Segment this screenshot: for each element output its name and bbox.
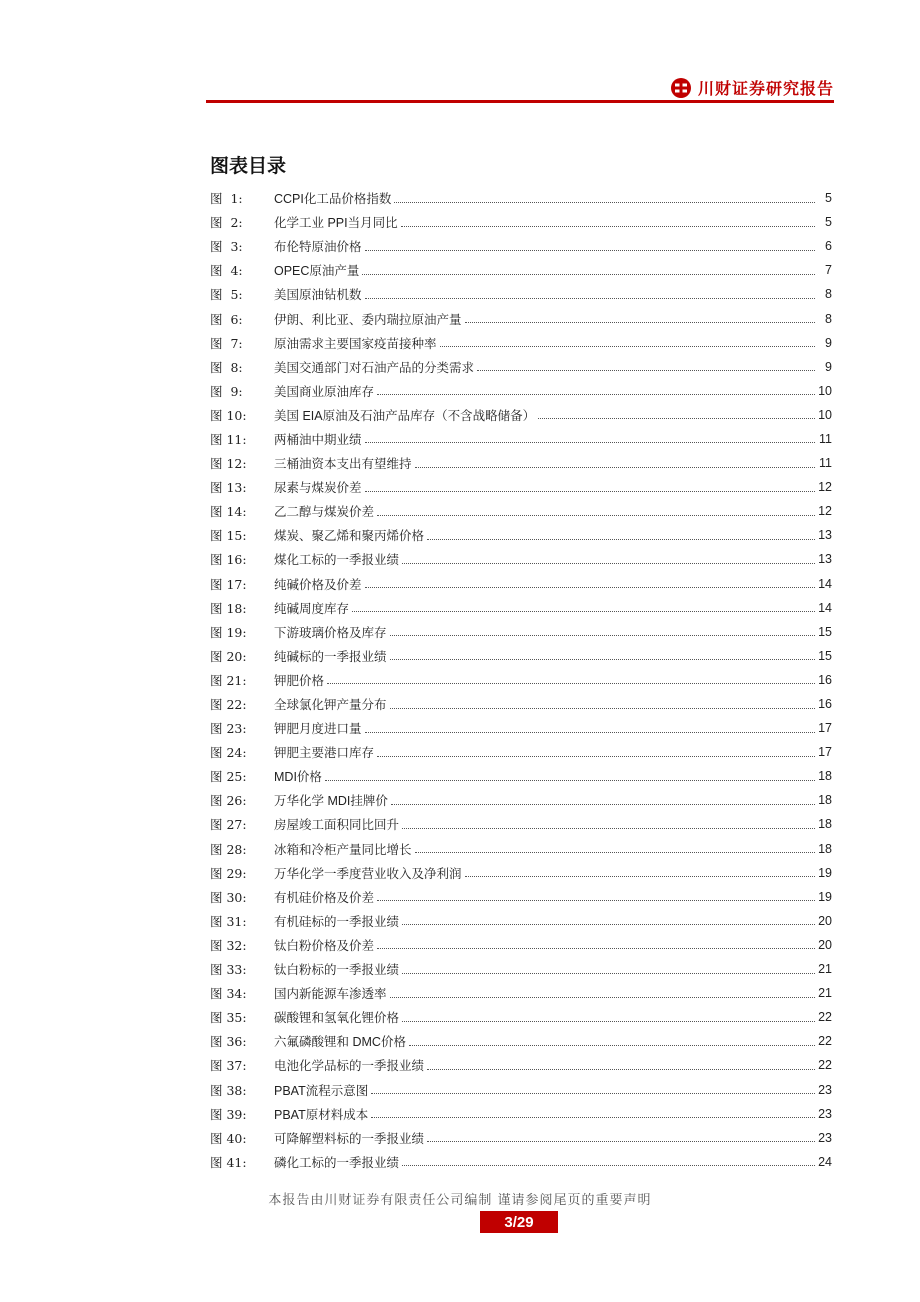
toc-entry-title: 纯碱标的一季报业绩 <box>274 649 387 664</box>
toc-entry-page: 8 <box>825 311 832 326</box>
toc-leader-dots <box>365 491 815 492</box>
toc-entry-page: 16 <box>818 672 832 687</box>
toc-entry-label: 图 2: <box>210 215 243 231</box>
toc-entry-page: 6 <box>825 239 832 254</box>
toc-entry-label: 图 18: <box>210 600 247 616</box>
toc-entry[interactable] <box>210 282 832 306</box>
toc-leader-dots <box>402 1021 815 1022</box>
toc-entry[interactable] <box>210 837 832 861</box>
toc-entry-page: 21 <box>818 986 832 1001</box>
toc-entry-page: 10 <box>818 383 832 398</box>
toc-entry-label: 图 27: <box>210 817 247 833</box>
toc-leader-dots <box>427 1141 815 1142</box>
toc-entry-title: 下游玻璃价格及库存 <box>274 625 387 640</box>
toc-entry-label: 图 3: <box>210 239 243 255</box>
toc-entry-page: 14 <box>818 600 832 615</box>
toc-entry-title: 钾肥月度进口量 <box>274 722 362 737</box>
toc-entry-page: 5 <box>825 215 832 230</box>
toc-leader-dots <box>377 756 815 757</box>
toc-leader-dots <box>477 370 815 371</box>
toc-entry-page: 18 <box>818 841 832 856</box>
toc-entry[interactable] <box>210 572 832 596</box>
toc-entry[interactable] <box>210 475 832 499</box>
toc-entry-page: 23 <box>818 1106 832 1121</box>
toc-entry-title: 美国原油钻机数 <box>274 288 362 303</box>
toc-entry[interactable] <box>210 861 832 885</box>
toc-entry-label: 图 11: <box>210 431 247 447</box>
toc-entry-label: 图 17: <box>210 576 247 592</box>
toc-entry[interactable] <box>210 692 832 716</box>
toc-entry[interactable] <box>210 210 832 234</box>
toc-entry-page: 24 <box>818 1154 832 1169</box>
toc-entry-page: 19 <box>818 889 832 904</box>
toc-entry[interactable] <box>210 740 832 764</box>
toc-leader-dots <box>401 226 815 227</box>
toc-entry-title: 伊朗、利比亚、委内瑞拉原油产量 <box>274 312 462 327</box>
toc-leader-dots <box>365 298 815 299</box>
toc-leader-dots <box>415 852 815 853</box>
toc-entry-label: 图 21: <box>210 672 247 688</box>
toc-leader-dots <box>402 563 815 564</box>
toc-entry-title: 两桶油中期业绩 <box>274 432 362 447</box>
toc-entry-title: 冰箱和冷柜产量同比增长 <box>274 842 412 857</box>
toc-entry-label: 图 10: <box>210 407 247 423</box>
toc-entry-page: 17 <box>818 745 832 760</box>
toc-entry-label: 图 33: <box>210 962 247 978</box>
toc-entry-page: 20 <box>818 937 832 952</box>
toc-entry-page: 11 <box>819 431 832 446</box>
toc-leader-dots <box>427 539 815 540</box>
toc-entry-label: 图 12: <box>210 456 247 472</box>
toc-entry-page: 12 <box>818 504 832 519</box>
toc-entry-label: 图 9: <box>210 383 243 399</box>
toc-entry[interactable] <box>210 306 832 330</box>
toc-entry-title: 国内新能源车渗透率 <box>274 987 387 1002</box>
toc-entry-page: 13 <box>818 528 832 543</box>
toc-entry[interactable] <box>210 547 832 571</box>
toc-entry[interactable] <box>210 620 832 644</box>
footer-disclaimer: 本报告由川财证券有限责任公司编制 谨请参阅尾页的重要声明 <box>268 1193 652 1208</box>
toc-leader-dots <box>377 948 815 949</box>
toc-entry[interactable] <box>210 379 832 403</box>
toc-entry[interactable] <box>210 644 832 668</box>
toc-entry-title: 化学工业 PPI当月同比 <box>274 216 398 231</box>
toc-entry[interactable] <box>210 451 832 475</box>
toc-leader-dots <box>394 202 815 203</box>
header-divider <box>206 100 834 103</box>
toc-entry-page: 9 <box>825 359 832 374</box>
toc-entry-label: 图 26: <box>210 793 247 809</box>
toc-leader-dots <box>377 394 815 395</box>
toc-entry-title: 纯碱价格及价差 <box>274 577 362 592</box>
toc-entry-page: 23 <box>818 1082 832 1097</box>
toc-entry-page: 18 <box>818 793 832 808</box>
toc-entry-page: 9 <box>825 335 832 350</box>
toc-entry-label: 图 24: <box>210 745 247 761</box>
toc-entry-label: 图 14: <box>210 504 247 520</box>
toc-entry-label: 图 1: <box>210 191 243 207</box>
toc-entry-title: PBAT原材料成本 <box>274 1107 369 1122</box>
toc-list <box>210 186 832 1174</box>
toc-entry[interactable] <box>210 764 832 788</box>
toc-entry-title: 钛白粉标的一季报业绩 <box>274 963 400 978</box>
toc-entry-page: 17 <box>818 721 832 736</box>
toc-leader-dots <box>390 708 815 709</box>
toc-entry[interactable] <box>210 1053 832 1077</box>
toc-entry-page: 13 <box>818 552 832 567</box>
toc-entry-label: 图 34: <box>210 986 247 1002</box>
toc-entry-label: 图 7: <box>210 335 243 351</box>
toc-leader-dots <box>371 1093 815 1094</box>
toc-leader-dots <box>327 683 815 684</box>
toc-leader-dots <box>465 876 815 877</box>
toc-leader-dots <box>390 659 815 660</box>
toc-entry-page: 15 <box>818 648 832 663</box>
toc-entry[interactable] <box>210 427 832 451</box>
toc-entry-title: 布伦特原油价格 <box>274 240 362 255</box>
toc-entry-page: 8 <box>825 287 832 302</box>
toc-entry[interactable] <box>210 258 832 282</box>
toc-entry-label: 图 4: <box>210 263 243 279</box>
toc-entry-page: 21 <box>818 962 832 977</box>
page-number: 3/29 <box>480 1211 558 1233</box>
toc-entry-title: 乙二醇与煤炭价差 <box>274 505 375 520</box>
toc-entry[interactable] <box>210 234 832 258</box>
toc-entry-label: 图 28: <box>210 841 247 857</box>
toc-leader-dots <box>365 442 815 443</box>
toc-leader-dots <box>377 515 815 516</box>
toc-entry-title: 可降解塑料标的一季报业绩 <box>274 1131 425 1146</box>
toc-entry-label: 图 6: <box>210 311 243 327</box>
toc-entry[interactable] <box>210 355 832 379</box>
toc-entry-title: 有机硅标的一季报业绩 <box>274 914 400 929</box>
toc-entry[interactable] <box>210 186 832 210</box>
toc-entry-page: 16 <box>818 697 832 712</box>
toc-entry[interactable] <box>210 981 832 1005</box>
toc-entry-label: 图 31: <box>210 913 247 929</box>
toc-entry-label: 图 29: <box>210 865 247 881</box>
toc-entry-title: 房屋竣工面积同比回升 <box>274 818 400 833</box>
toc-entry-page: 12 <box>818 480 832 495</box>
toc-entry-label: 图 20: <box>210 648 247 664</box>
toc-entry-label: 图 35: <box>210 1010 247 1026</box>
toc-leader-dots <box>377 900 815 901</box>
toc-entry[interactable] <box>210 957 832 981</box>
toc-entry[interactable] <box>210 1150 832 1174</box>
toc-entry-title: PBAT流程示意图 <box>274 1083 369 1098</box>
toc-entry-title: OPEC原油产量 <box>274 264 360 279</box>
toc-entry[interactable] <box>210 331 832 355</box>
toc-entry-page: 5 <box>825 191 832 206</box>
toc-entry[interactable] <box>210 499 832 523</box>
toc-entry-title: 电池化学品标的一季报业绩 <box>274 1059 425 1074</box>
toc-entry-title: 钾肥主要港口库存 <box>274 746 375 761</box>
toc-leader-dots <box>362 274 815 275</box>
toc-entry[interactable] <box>210 716 832 740</box>
toc-entry-title: 钛白粉价格及价差 <box>274 938 375 953</box>
toc-entry-page: 19 <box>818 865 832 880</box>
toc-leader-dots <box>415 467 815 468</box>
toc-entry-title: 碳酸锂和氢氧化锂价格 <box>274 1011 400 1026</box>
toc-entry-page: 15 <box>818 624 832 639</box>
toc-entry-label: 图 16: <box>210 552 247 568</box>
toc-leader-dots <box>402 1165 815 1166</box>
toc-leader-dots <box>440 346 815 347</box>
toc-entry-label: 图 36: <box>210 1034 247 1050</box>
toc-entry[interactable] <box>210 812 832 836</box>
toc-entry-label: 图 22: <box>210 697 247 713</box>
toc-entry[interactable] <box>210 1102 832 1126</box>
toc-entry[interactable] <box>210 596 832 620</box>
toc-entry-label: 图 39: <box>210 1106 247 1122</box>
toc-entry-label: 图 23: <box>210 721 247 737</box>
toc-entry-page: 22 <box>818 1058 832 1073</box>
brand-name: 川财证券研究报告 <box>697 79 834 98</box>
toc-title: 图表目录 <box>210 155 287 177</box>
toc-entry-page: 20 <box>818 913 832 928</box>
toc-entry[interactable] <box>210 933 832 957</box>
toc-entry-label: 图 8: <box>210 359 243 375</box>
toc-entry-title: MDI价格 <box>274 770 322 785</box>
toc-entry-title: 万华化学一季度营业收入及净利润 <box>274 866 462 881</box>
toc-entry[interactable] <box>210 1005 832 1029</box>
toc-leader-dots <box>371 1117 815 1118</box>
toc-entry-label: 图 40: <box>210 1130 247 1146</box>
toc-leader-dots <box>365 732 815 733</box>
toc-entry-title: 美国商业原油库存 <box>274 384 375 399</box>
toc-entry-title: 纯碱周度库存 <box>274 601 350 616</box>
toc-leader-dots <box>365 587 815 588</box>
toc-entry-page: 22 <box>818 1010 832 1025</box>
toc-entry-title: 美国交通部门对石油产品的分类需求 <box>274 360 475 375</box>
toc-entry-title: 六氟磷酸锂和 DMC价格 <box>274 1035 406 1050</box>
toc-entry-label: 图 41: <box>210 1154 247 1170</box>
toc-entry-title: 煤炭、聚乙烯和聚丙烯价格 <box>274 529 425 544</box>
toc-entry-page: 7 <box>825 263 832 278</box>
toc-entry-page: 11 <box>819 456 832 471</box>
toc-leader-dots <box>427 1069 815 1070</box>
toc-entry[interactable] <box>210 1029 832 1053</box>
toc-entry-title: 磷化工标的一季报业绩 <box>274 1155 400 1170</box>
toc-leader-dots <box>325 780 815 781</box>
toc-entry-label: 图 13: <box>210 480 247 496</box>
toc-entry[interactable] <box>210 523 832 547</box>
toc-leader-dots <box>402 924 815 925</box>
toc-entry[interactable] <box>210 909 832 933</box>
toc-entry[interactable] <box>210 788 832 812</box>
toc-entry-label: 图 19: <box>210 624 247 640</box>
toc-entry-title: 美国 EIA原油及石油产品库存（不含战略储备） <box>274 408 536 423</box>
toc-entry-page: 22 <box>818 1034 832 1049</box>
toc-entry-title: 原油需求主要国家疫苗接种率 <box>274 336 437 351</box>
toc-entry-label: 图 32: <box>210 937 247 953</box>
toc-entry-label: 图 15: <box>210 528 247 544</box>
brand <box>670 76 834 99</box>
toc-entry-page: 18 <box>818 769 832 784</box>
toc-leader-dots <box>365 250 815 251</box>
toc-leader-dots <box>391 804 815 805</box>
toc-leader-dots <box>390 997 815 998</box>
toc-entry-label: 图 38: <box>210 1082 247 1098</box>
toc-entry-title: CCPI化工品价格指数 <box>274 192 392 207</box>
toc-entry[interactable] <box>210 403 832 427</box>
toc-entry-page: 18 <box>818 817 832 832</box>
toc-entry[interactable] <box>210 1077 832 1101</box>
chuancai-logo-icon <box>670 77 692 99</box>
toc-leader-dots <box>538 418 815 419</box>
toc-entry-title: 煤化工标的一季报业绩 <box>274 553 400 568</box>
toc-entry-label: 图 30: <box>210 889 247 905</box>
toc-entry-title: 有机硅价格及价差 <box>274 890 375 905</box>
toc-entry[interactable] <box>210 1126 832 1150</box>
toc-leader-dots <box>402 828 815 829</box>
toc-entry-title: 三桶油资本支出有望维持 <box>274 457 412 472</box>
toc-leader-dots <box>390 635 815 636</box>
toc-entry-title: 全球氯化钾产量分布 <box>274 698 387 713</box>
toc-entry-label: 图 5: <box>210 287 243 303</box>
toc-leader-dots <box>402 973 815 974</box>
toc-entry-page: 10 <box>818 407 832 422</box>
toc-entry-label: 图 37: <box>210 1058 247 1074</box>
toc-entry-label: 图 25: <box>210 769 247 785</box>
toc-entry-title: 钾肥价格 <box>274 673 325 688</box>
toc-leader-dots <box>409 1045 815 1046</box>
toc-entry-title: 万华化学 MDI挂牌价 <box>274 794 388 809</box>
toc-leader-dots <box>465 322 815 323</box>
toc-entry-title: 尿素与煤炭价差 <box>274 481 362 496</box>
toc-entry-page: 23 <box>818 1130 832 1145</box>
toc-entry[interactable] <box>210 668 832 692</box>
toc-leader-dots <box>352 611 815 612</box>
toc-entry-page: 14 <box>818 576 832 591</box>
toc-entry[interactable] <box>210 885 832 909</box>
